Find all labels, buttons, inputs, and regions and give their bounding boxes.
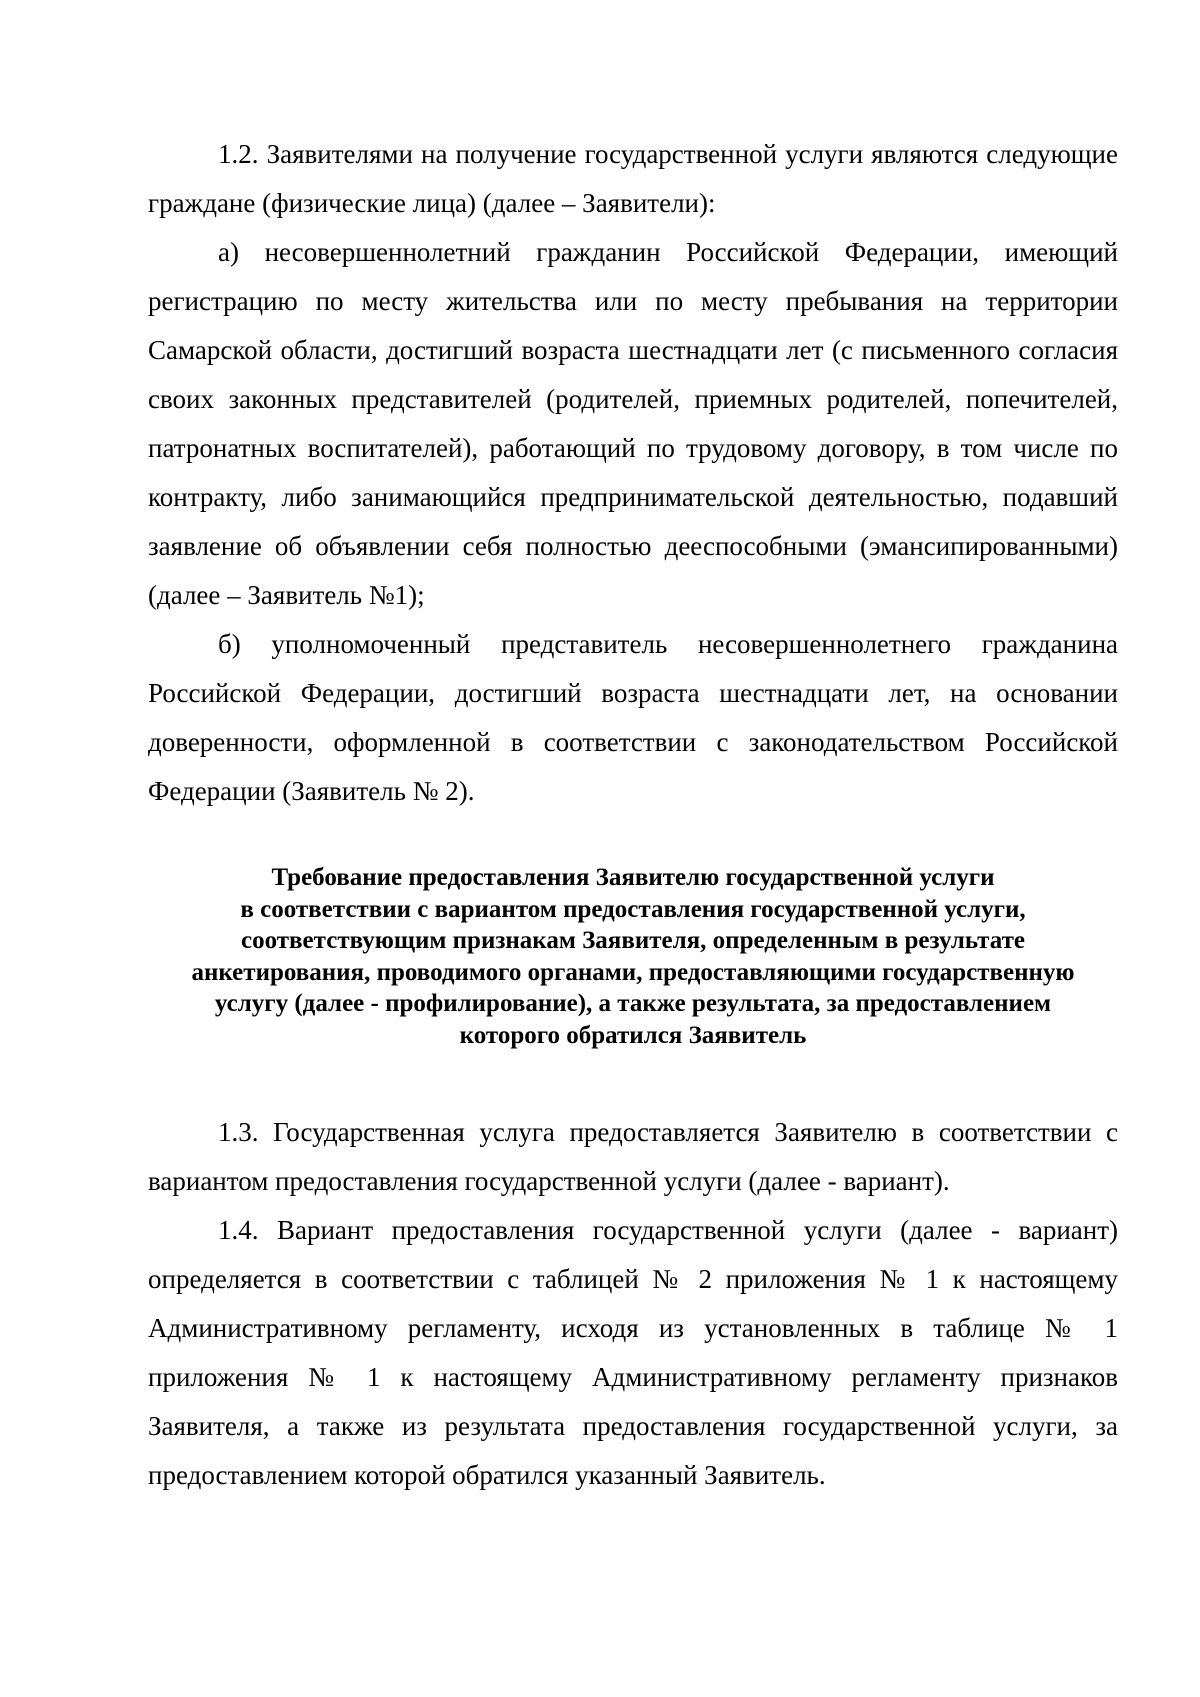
heading-line: услугу (далее - профилирование), а также результата, за предоставлением <box>214 990 1052 1017</box>
paragraph-1-2: 1.2. Заявителями на получение государственной услуги являются следующие граждане (физические лица) (далее – Заявители): <box>148 139 1118 218</box>
heading-line: в соответствии с вариантом предоставления государственной услуги, <box>240 895 1026 923</box>
paragraph-1-3: 1.3. Государственная услуга предоставляется Заявителю в соответствии с вариантом предоставления государственной услуги (далее - вариант). <box>148 1117 1118 1196</box>
heading-line: Требование предоставления Заявителю государственной услуги <box>271 864 995 891</box>
heading-line: которого обратился Заявитель <box>459 1021 807 1049</box>
heading-line: соответствующим признакам Заявителя, определенным в результате <box>241 927 1025 954</box>
variant-section <box>148 1108 1118 1500</box>
paragraph-item-a: а) несовершеннолетний гражданин Российской Федерации, имеющий регистрацию по месту жительства или по месту пребывания на территории Самарской области, достигший возраста шестнадцати лет (с письменного согласия своих законных представителей (родителей, приемных родителей, попечителей, патронатных воспитателей), работающий по трудовому договору, в том числе по контракту, либо занимающийся предпринимательской деятельностью, подавший заявление об объявлении себя полностью дееспособными (эмансипированными) (далее – Заявитель №1); <box>148 237 1118 610</box>
paragraph-1-4: 1.4. Вариант предоставления государственной услуги (далее - вариант) определяется в соответствии с таблицей № 2 приложения № 1 к настоящему Административному регламенту, исходя из установленных в таблице № 1 приложения № 1 к настоящему Административному регламенту признаков Заявителя, а также из результата предоставления государственной услуги, за предоставлением которой обратился указанный Заявитель. <box>148 1215 1118 1490</box>
paragraph-item-b: б) уполномоченный представитель несовершеннолетнего гражданина Российской Федерации, достигший возраста шестнадцати лет, на основании доверенности, оформленной в соответствии с законодательством Российской Федерации (Заявитель № 2). <box>148 629 1118 806</box>
section-heading <box>148 862 1118 1051</box>
heading-line: анкетирования, проводимого органами, предоставляющими государственную <box>191 958 1075 986</box>
applicants-section <box>148 130 1118 816</box>
